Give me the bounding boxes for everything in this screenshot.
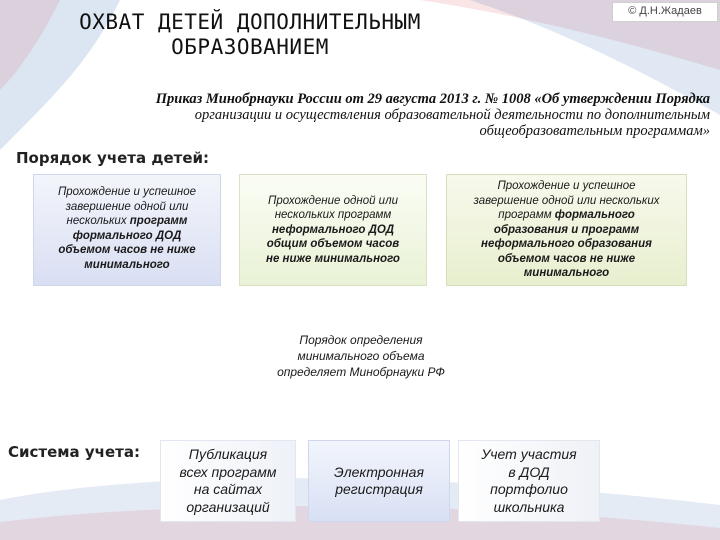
title-line-1: ОХВАТ ДЕТЕЙ ДОПОЛНИТЕЛЬНЫМ — [79, 10, 421, 34]
card1-line-3-normal: нескольких — [66, 215, 127, 227]
card1-line-4 — [58, 229, 196, 244]
sys1-line-3: на сайтах — [193, 481, 263, 497]
decree-line-1: Приказ Минобрнауки России от 29 августа 2013 г. № 1008 «Об утверждении Порядка — [155, 91, 710, 107]
card1-line-6 — [58, 258, 196, 273]
sys1-line-4: организаций — [186, 498, 270, 515]
card-formal-programs — [33, 174, 221, 286]
card1-line-4-text: формального ДОД — [72, 229, 182, 242]
copyright-label: © Д.Н.Жадаев — [612, 2, 718, 22]
sys1-line-1: Публикация — [188, 446, 268, 462]
decree-reference — [70, 91, 710, 139]
card1-line-3 — [58, 214, 196, 229]
card2-line-2: нескольких программ — [274, 209, 392, 222]
sys2-line-1: Электронная — [334, 463, 424, 480]
sys3-line-1: Учет участия — [481, 446, 577, 462]
system-item-participation-accounting — [458, 440, 600, 522]
card2-line-5 — [266, 252, 400, 267]
card2-line-3-text: неформального ДОД — [271, 223, 394, 236]
minvol-line-3: определяет Минобрнауки РФ — [277, 365, 445, 379]
sys3-line-2: в ДОД — [508, 463, 550, 480]
card1-line-1: Прохождение и успешное — [57, 186, 197, 198]
card3-line-3-bold: формального — [554, 209, 635, 222]
card1-line-6-text: минимального — [84, 258, 170, 271]
sys2-line-2: регистрация — [335, 481, 423, 497]
card3-line-3-normal: программ — [498, 209, 552, 222]
card3-line-5 — [474, 237, 660, 252]
card1-line-3-bold: программ — [129, 215, 188, 227]
page-title — [30, 10, 470, 60]
card3-line-7-text: минимального — [523, 267, 610, 280]
card3-line-2: завершение одной или нескольких — [473, 194, 660, 207]
order-heading: Порядок учета детей: — [16, 149, 210, 167]
decree-line-3: общеобразовательным программам» — [479, 123, 710, 139]
minvol-line-1: Порядок определения — [299, 333, 423, 347]
card3-line-6-text: объемом часов не ниже — [497, 252, 636, 265]
sys3-line-3: портфолио — [490, 481, 568, 497]
card2-line-4 — [266, 237, 400, 252]
card-combined-programs — [446, 174, 687, 286]
card3-line-4-text: образования и программ — [493, 223, 640, 236]
card2-line-1: Прохождение одной или — [268, 194, 398, 207]
system-item-publication — [160, 440, 296, 522]
card3-line-3 — [474, 208, 660, 223]
card2-line-5-text: не ниже минимального — [266, 252, 400, 265]
minvol-line-2: минимального объема — [297, 349, 425, 363]
card1-line-5-text: объемом часов не ниже — [58, 244, 196, 256]
decree-line-2: организации и осуществления образовательной деятельности по дополнительным — [194, 107, 710, 123]
card2-line-3 — [266, 223, 400, 238]
card1-line-2: завершение одной или — [65, 200, 189, 213]
title-line-2: ОБРАЗОВАНИЕМ — [171, 35, 329, 59]
system-item-electronic-registration — [308, 440, 450, 522]
card3-line-6 — [474, 252, 660, 267]
card3-line-5-text: неформального образования — [481, 238, 652, 251]
minimum-volume-note — [258, 332, 464, 380]
card2-line-4-text: общим объемом часов — [266, 238, 400, 251]
sys3-line-4: школьника — [493, 498, 565, 515]
card3-line-1: Прохождение и успешное — [497, 180, 636, 193]
sys1-line-2: всех программ — [179, 463, 277, 480]
card1-line-5 — [58, 243, 196, 258]
system-heading: Система учета: — [8, 443, 140, 461]
card3-line-4 — [474, 223, 660, 238]
card3-line-7 — [474, 266, 660, 281]
card-nonformal-programs — [239, 174, 427, 286]
